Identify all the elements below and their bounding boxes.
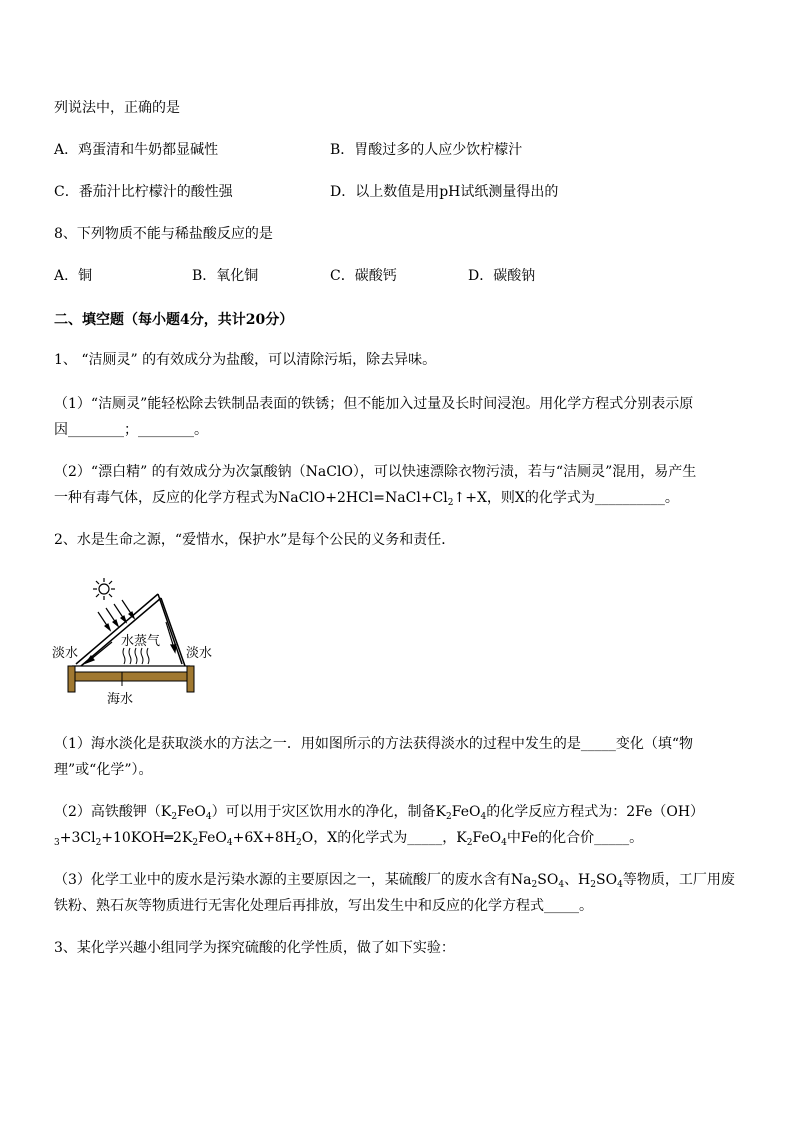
q8-option-b: B．氧化铜 — [192, 268, 259, 284]
desalination-figure — [52, 572, 222, 712]
p2-sub3-line1: （3）化学工业中的废水是污染水源的主要原因之一，某硫酸厂的废水含有$Na_2SO_4$、$H_2SO_4$等物质，工厂用废 — [54, 872, 735, 890]
p2-sub1-line1: （1）海水淡化是获取淡水的方法之一．用如图所示的方法获得淡水的过程中发生的是_____变化（填“物 — [54, 736, 694, 752]
p2-sub1-line2: 理”或“化学”）。 — [54, 762, 153, 778]
p3-stem: 3、某化学兴趣小组同学为探究硫酸的化学性质，做了如下实验： — [54, 940, 455, 956]
p2-stem: 2、水是生命之源，“爱惜水，保护水”是每个公民的义务和责任． — [54, 532, 456, 548]
p1-stem: 1、 “洁厕灵” 的有效成分为盐酸，可以清除污垢，除去异味。 — [54, 352, 437, 368]
vapor-label: 水蒸气 — [121, 634, 161, 649]
p2-sub2-line2: $_3+3Cl_2+10KOH═2K_2FeO_4+6X+8H_2O$，X的化学式为_____，$K_2FeO_4$中Fe的化合价_____。 — [54, 830, 644, 848]
q8-option-d: D．碳酸钠 — [468, 268, 536, 284]
sun-icon — [93, 578, 115, 600]
q7-option-a: A．鸡蛋清和牛奶都显碱性 — [54, 142, 219, 158]
q8-option-a: A．铜 — [54, 268, 93, 284]
p1-sub1-line2: 因________；________。 — [54, 422, 208, 438]
q7-stem-tail: 列说法中，正确的是 — [54, 100, 180, 116]
q8-stem: 8、下列物质不能与稀盐酸反应的是 — [54, 226, 273, 242]
p2-sub3-line2: 铁粉、熟石灰等物质进行无害化处理后再排放，写出发生中和反应的化学方程式_____。 — [54, 898, 593, 914]
p1-sub1-line1: （1）“洁厕灵”能轻松除去铁制品表面的铁锈；但不能加入过量及长时间浸泡。用化学方程式分别表示原 — [54, 396, 694, 412]
q7-option-c: C．番茄汁比柠檬汁的酸性强 — [54, 184, 233, 200]
q7-option-d: D．以上数值是用pH试纸测量得出的 — [330, 184, 559, 200]
section-title: 二、填空题（每小题4分，共计20分） — [54, 312, 294, 328]
freshwater-label-left: 淡水 — [52, 646, 79, 661]
p2-sub2-line1: （2）高铁酸钾$(K_2FeO_4)$可以用于灾区饮用水的净化，制备$K_2FeO_4$的化学反应方程式为：2Fe（OH） — [54, 804, 705, 822]
q8-option-c: C．碳酸钙 — [330, 268, 397, 284]
freshwater-label-right: 淡水 — [186, 646, 213, 661]
p1-sub2-line1: （2）“漂白精” 的有效成分为次氯酸钠（NaClO），可以快速漂除衣物污渍，若与“洁厕灵”混用，易产生 — [54, 464, 697, 480]
seawater-label: 海水 — [107, 692, 134, 707]
q7-option-b: B．胃酸过多的人应少饮柠檬汁 — [330, 142, 523, 158]
vapor-arrows — [123, 648, 149, 664]
p1-sub2-line2: 一种有毒气体，反应的化学方程式为$NaClO+2HCl=NaCl+Cl_2↑+X$，则X的化学式为__________。 — [54, 490, 679, 508]
